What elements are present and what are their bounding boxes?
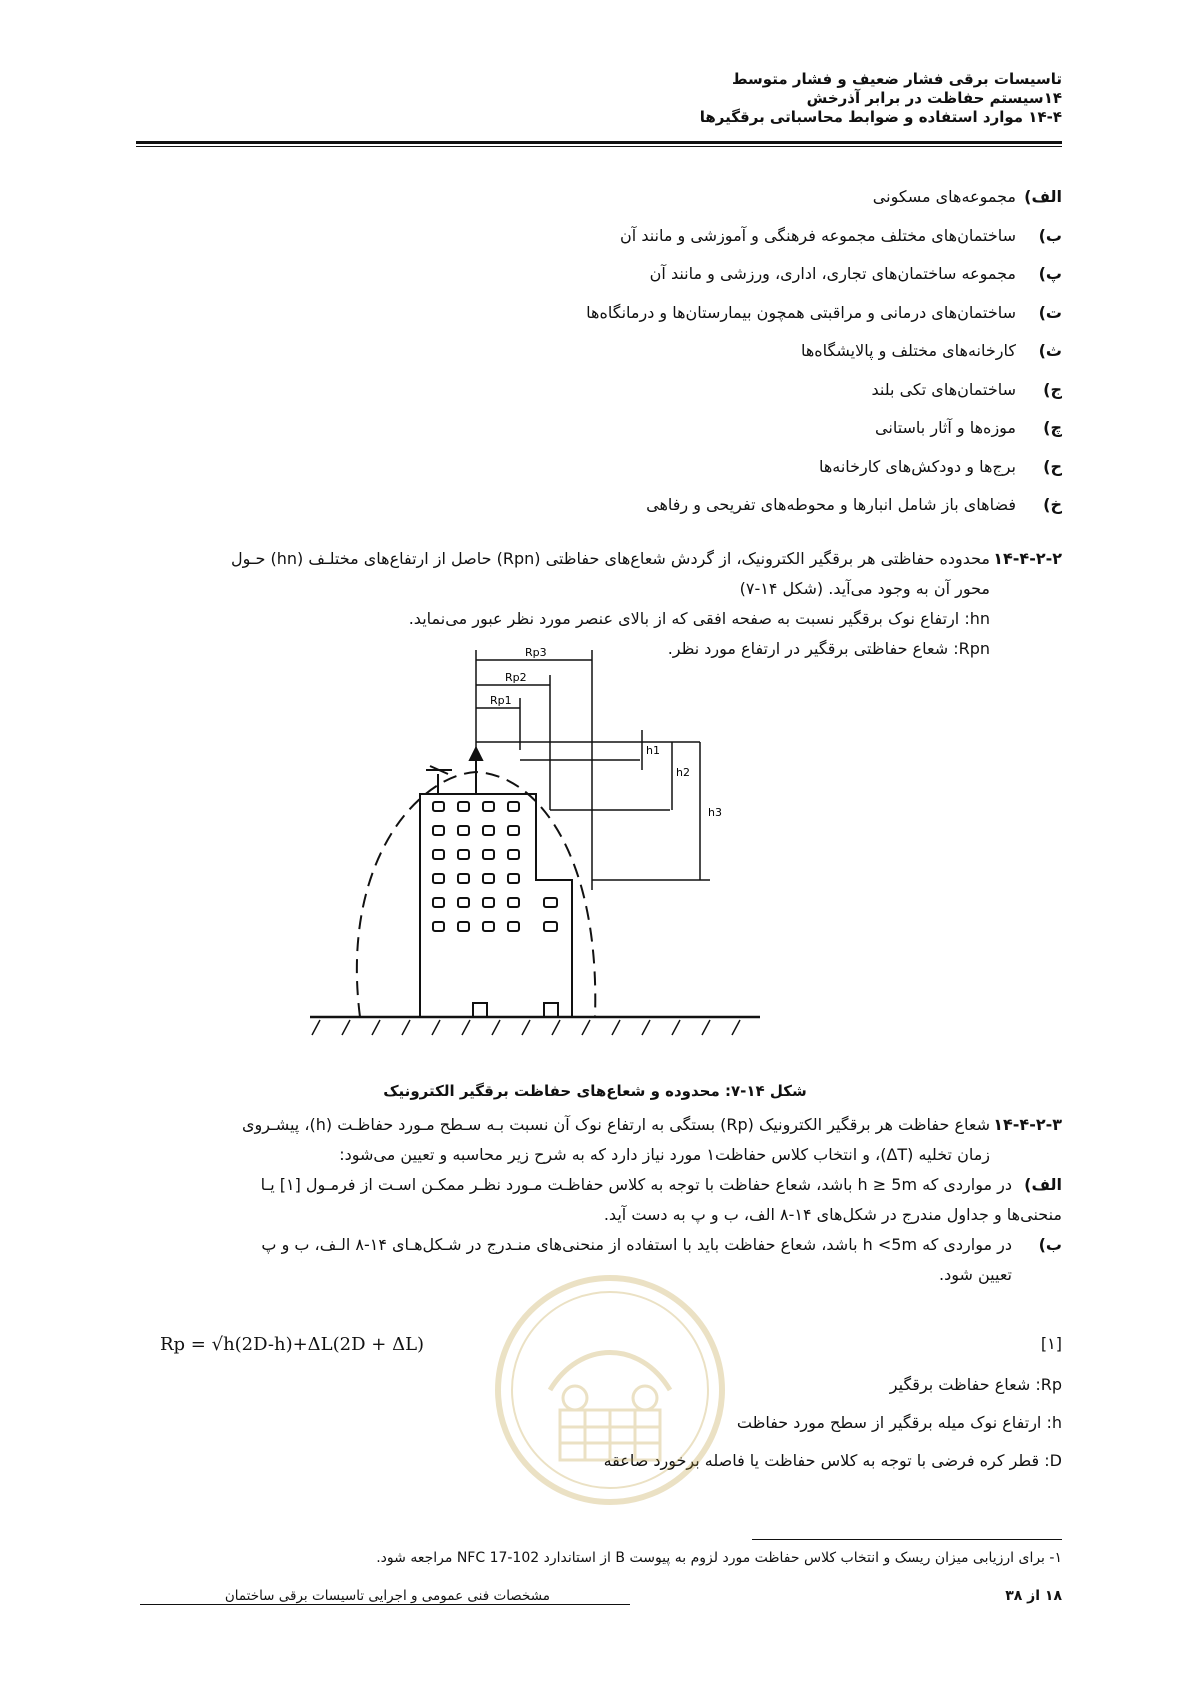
label-h3: h3 bbox=[708, 806, 722, 819]
section-text-line-1: شعاع حفاظت هر برقگیر الکترونیک (Rp) بستگی به ارتفاع نوک آن نسبت بـه سـطح مـورد حفاظـت (h)، پیشـروی bbox=[241, 1115, 990, 1134]
list-item bbox=[262, 264, 1062, 303]
section-14-4-2-3 bbox=[122, 1110, 1062, 1290]
list-text: برج‌ها و دودکش‌های کارخانه‌ها bbox=[818, 456, 1016, 476]
definition-h: h: ارتفاع نوک میله برقگیر از سطح مورد حفاظت bbox=[736, 1413, 1062, 1432]
formula: Rp = √h(2D-h)+ΔL(2D + ΔL) bbox=[160, 1334, 425, 1355]
header-line-3: ۱۴-۴ موارد استفاده و ضوابط محاسباتی برقگیرها bbox=[699, 108, 1062, 126]
label-rp1: Rp1 bbox=[490, 694, 512, 707]
label-h2: h2 bbox=[676, 766, 690, 779]
figure-caption: شکل ۱۴-۷: محدوده و شعاع‌های حفاظت برقگیر الکترونیک bbox=[383, 1082, 807, 1100]
header-rule-thin bbox=[136, 146, 1062, 147]
list-letter: ث) bbox=[1038, 341, 1062, 360]
list-text: مجموعه ساختمان‌های تجاری، اداری، ورزشی و مانند آن bbox=[649, 264, 1016, 283]
header-rule-thick bbox=[136, 141, 1062, 144]
list-text: ساختمان‌های تکی بلند bbox=[871, 379, 1016, 399]
list-text: فضاهای باز شامل انبارها و محوطه‌های تفریحی و رفاهی bbox=[646, 495, 1016, 514]
formula-number: [۱] bbox=[1040, 1334, 1062, 1353]
list-item bbox=[262, 380, 1062, 419]
item-b-line-2: تعیین شود. bbox=[939, 1265, 1012, 1284]
list-text: موزه‌ها و آثار باستانی bbox=[875, 418, 1016, 437]
definition-rp: Rp: شعاع حفاظت برقگیر bbox=[889, 1375, 1062, 1394]
section-text-line-2: محور آن به وجود می‌آید. (شکل ۱۴-۷) bbox=[739, 579, 990, 598]
list-letter: پ) bbox=[1038, 264, 1062, 283]
footer-title: مشخصات فنی عمومی و اجرایی تاسیسات برقی ساختمان bbox=[224, 1588, 550, 1604]
list-item bbox=[262, 341, 1062, 380]
list-item bbox=[262, 187, 1062, 226]
list-letter: ج) bbox=[1043, 379, 1062, 399]
section-14-4-2-2 bbox=[122, 544, 1062, 664]
list-item bbox=[262, 457, 1062, 496]
page-number: ۱۸ از ۳۸ bbox=[1005, 1588, 1062, 1604]
section-text-line-1: محدوده حفاظتی هر برقگیر الکترونیک، از گردش شعاع‌های حفاظتی (Rpn) حاصل از ارتفاع‌های مختلـف (hn) حـول bbox=[230, 549, 990, 568]
list-text: مجموعه‌های مسکونی bbox=[872, 187, 1016, 206]
footer-rule bbox=[140, 1604, 630, 1605]
list-text: ساختمان‌های درمانی و مراقبتی همچون بیمارستان‌ها و درمانگاه‌ها bbox=[586, 302, 1016, 322]
list-item bbox=[262, 418, 1062, 457]
definition-rpn: Rpn: شعاع حفاظتی برقگیر در ارتفاع مورد نظر. bbox=[667, 639, 990, 658]
item-letter: ب) bbox=[1038, 1235, 1062, 1254]
header-line-1: تاسیسات برقی فشار ضعیف و فشار متوسط bbox=[731, 70, 1062, 88]
label-rp3: Rp3 bbox=[525, 646, 547, 659]
publisher-seal-watermark bbox=[490, 1270, 730, 1510]
footnote-rule bbox=[752, 1539, 1062, 1540]
list-letter: ت) bbox=[1038, 302, 1062, 322]
list-text: ساختمان‌های مختلف مجموعه فرهنگی و آموزشی و مانند آن bbox=[620, 225, 1016, 245]
list-letter: ح) bbox=[1043, 456, 1062, 476]
building-types-list bbox=[262, 187, 1062, 534]
section-number: ۱۴-۴-۲-۳ bbox=[993, 1115, 1062, 1134]
label-h1: h1 bbox=[646, 744, 660, 757]
header-line-2: ۱۴سیستم حفاظت در برابر آذرخش bbox=[806, 89, 1062, 107]
label-rp2: Rp2 bbox=[505, 671, 527, 684]
list-letter: الف) bbox=[1024, 187, 1062, 206]
list-letter: خ) bbox=[1043, 495, 1062, 514]
protection-zone-figure bbox=[300, 646, 770, 1060]
definition-hn: hn: ارتفاع نوک برقگیر نسبت به صفحه افقی که از بالای عنصر مورد نظر عبور می‌نماید. bbox=[408, 609, 990, 628]
item-a-line-1: در مواردی که h ≥ 5m باشد، شعاع حفاظت با توجه به کلاس حفاظـت مـورد نظـر ممکـن اسـت از فرمـول [۱] یـا bbox=[260, 1175, 1012, 1194]
list-item bbox=[262, 303, 1062, 342]
page-header bbox=[362, 70, 1062, 127]
list-item bbox=[262, 226, 1062, 265]
list-letter: چ) bbox=[1043, 418, 1062, 437]
item-b-line-1: در مواردی که h <5m باشد، شعاع حفاظت باید با استفاده از منحنی‌های منـدرج در شـکل‌هـای ۱۴-۸ الـف، ب و پ bbox=[261, 1235, 1012, 1254]
list-letter: ب) bbox=[1038, 225, 1062, 245]
item-a-line-2: منحنی‌ها و جداول مندرج در شکل‌های ۱۴-۸ الف، ب و پ به دست آید. bbox=[603, 1205, 1062, 1224]
list-item bbox=[262, 495, 1062, 534]
footnote: ۱- برای ارزیابی میزان ریسک و انتخاب کلاس حفاظت مورد لزوم به پیوست B از استاندارد NFC 17-102 مراجعه شود. bbox=[376, 1550, 1062, 1566]
section-text-line-2: زمان تخلیه (ΔT)، و انتخاب کلاس حفاظت۱ مورد نیاز دارد که به شرح زیر محاسبه و تعیین می‌شود: bbox=[339, 1145, 990, 1164]
item-letter: الف) bbox=[1024, 1175, 1062, 1194]
definition-d: D: قطر کره فرضی با توجه به کلاس حفاظت یا فاصله برخورد صاعقه bbox=[603, 1451, 1062, 1470]
list-text: کارخانه‌های مختلف و پالایشگاه‌ها bbox=[800, 341, 1016, 360]
section-number: ۱۴-۴-۲-۲ bbox=[993, 549, 1062, 568]
